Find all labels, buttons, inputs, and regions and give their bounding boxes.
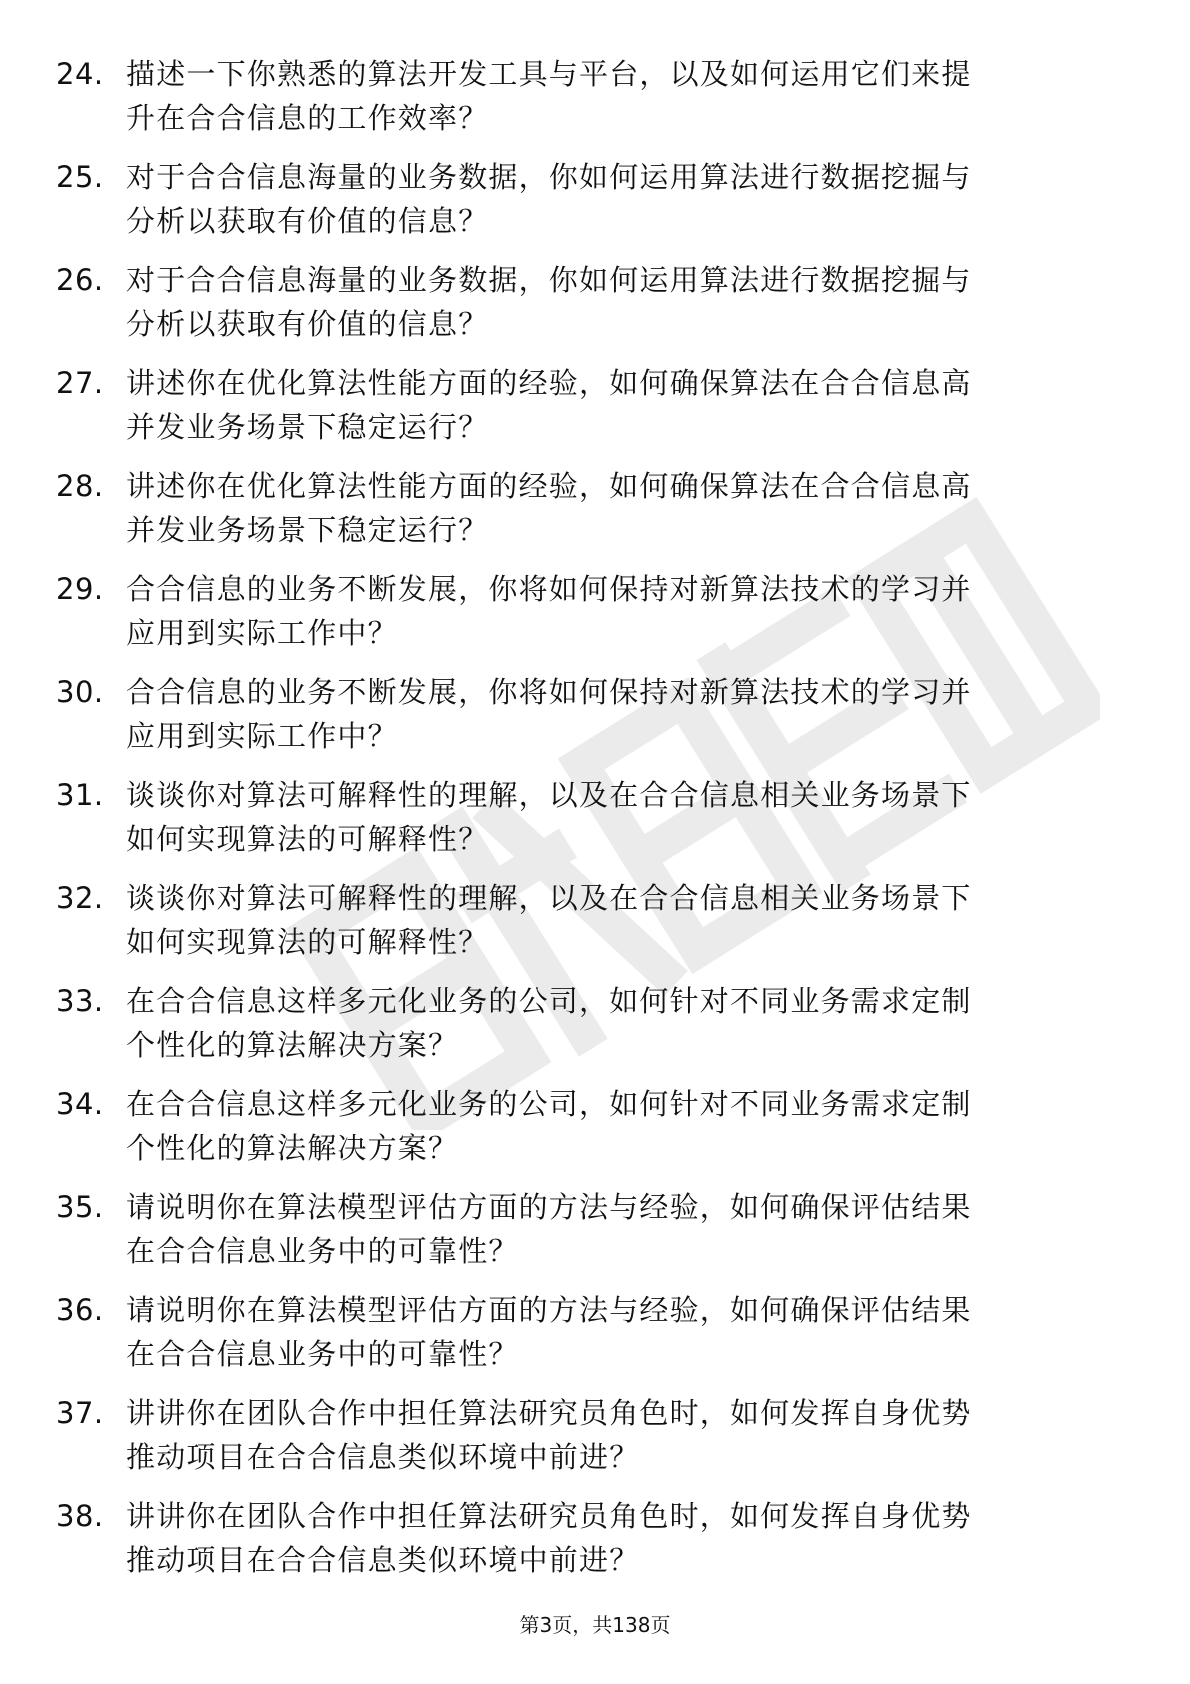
question-text [126, 52, 1126, 140]
question-line-1: 在合合信息这样多元化业务的公司，如何针对不同业务需求定制 [126, 984, 972, 1018]
question-line-2: 并发业务场景下稳定运行？ [126, 410, 489, 444]
question-line-1: 合合信息的业务不断发展，你将如何保持对新算法技术的学习并 [126, 675, 972, 709]
question-line-1: 谈谈你对算法可解释性的理解，以及在合合信息相关业务场景下 [126, 881, 972, 915]
question-item [56, 1082, 1136, 1185]
question-line-1: 讲讲你在团队合作中担任算法研究员角色时，如何发挥自身优势 [126, 1396, 972, 1430]
question-text [126, 670, 1126, 758]
question-line-1: 谈谈你对算法可解释性的理解，以及在合合信息相关业务场景下 [126, 778, 972, 812]
question-text [126, 773, 1126, 861]
question-line-2: 推动项目在合合信息类似环境中前进？ [126, 1440, 640, 1474]
question-line-1: 讲讲你在团队合作中担任算法研究员角色时，如何发挥自身优势 [126, 1499, 972, 1533]
question-item [56, 1288, 1136, 1391]
page-footer [0, 1611, 1190, 1639]
question-list [56, 52, 1136, 1597]
question-line-1: 对于合合信息海量的业务数据，你如何运用算法进行数据挖掘与 [126, 263, 972, 297]
question-line-2: 个性化的算法解决方案？ [126, 1131, 459, 1165]
question-line-1: 合合信息的业务不断发展，你将如何保持对新算法技术的学习并 [126, 572, 972, 606]
question-text [126, 1082, 1126, 1170]
question-text [126, 1391, 1126, 1479]
question-number: 28. [56, 469, 104, 503]
question-text [126, 1288, 1126, 1376]
question-line-2: 应用到实际工作中？ [126, 719, 398, 753]
question-line-2: 在合合信息业务中的可靠性？ [126, 1337, 519, 1371]
question-line-2: 如何实现算法的可解释性？ [126, 822, 489, 856]
question-item [56, 155, 1136, 258]
question-item [56, 979, 1136, 1082]
question-line-2: 应用到实际工作中？ [126, 616, 398, 650]
question-text [126, 361, 1126, 449]
question-number: 24. [56, 57, 104, 91]
question-line-1: 请说明你在算法模型评估方面的方法与经验，如何确保评估结果 [126, 1293, 972, 1327]
question-line-1: 请说明你在算法模型评估方面的方法与经验，如何确保评估结果 [126, 1190, 972, 1224]
question-number: 38. [56, 1499, 104, 1533]
question-line-2: 分析以获取有价值的信息？ [126, 204, 489, 238]
question-text [126, 1494, 1126, 1582]
question-number: 35. [56, 1190, 104, 1224]
question-number: 27. [56, 366, 104, 400]
question-item [56, 876, 1136, 979]
question-item [56, 361, 1136, 464]
question-item [56, 670, 1136, 773]
question-line-2: 个性化的算法解决方案？ [126, 1028, 459, 1062]
question-number: 26. [56, 263, 104, 297]
question-item [56, 1185, 1136, 1288]
question-text [126, 258, 1126, 346]
question-item [56, 258, 1136, 361]
question-item [56, 52, 1136, 155]
question-line-1: 对于合合信息海量的业务数据，你如何运用算法进行数据挖掘与 [126, 160, 972, 194]
question-line-1: 讲述你在优化算法性能方面的经验，如何确保算法在合合信息高 [126, 469, 972, 503]
question-item [56, 1391, 1136, 1494]
question-line-2: 升在合合信息的工作效率？ [126, 101, 489, 135]
question-line-2: 推动项目在合合信息类似环境中前进？ [126, 1543, 640, 1577]
question-item [56, 773, 1136, 876]
question-line-2: 如何实现算法的可解释性？ [126, 925, 489, 959]
question-line-1: 讲述你在优化算法性能方面的经验，如何确保算法在合合信息高 [126, 366, 972, 400]
question-number: 29. [56, 572, 104, 606]
question-line-2: 并发业务场景下稳定运行？ [126, 513, 489, 547]
question-number: 36. [56, 1293, 104, 1327]
question-item [56, 464, 1136, 567]
question-line-2: 分析以获取有价值的信息？ [126, 307, 489, 341]
question-number: 31. [56, 778, 104, 812]
question-item [56, 1494, 1136, 1597]
question-number: 33. [56, 984, 104, 1018]
question-number: 32. [56, 881, 104, 915]
question-number: 34. [56, 1087, 104, 1121]
question-number: 37. [56, 1396, 104, 1430]
question-number: 30. [56, 675, 104, 709]
question-number: 25. [56, 160, 104, 194]
question-line-2: 在合合信息业务中的可靠性？ [126, 1234, 519, 1268]
question-text [126, 155, 1126, 243]
question-text [126, 464, 1126, 552]
question-text [126, 979, 1126, 1067]
question-line-1: 描述一下你熟悉的算法开发工具与平台，以及如何运用它们来提 [126, 57, 972, 91]
question-text [126, 1185, 1126, 1273]
question-text [126, 876, 1126, 964]
question-item [56, 567, 1136, 670]
question-line-1: 在合合信息这样多元化业务的公司，如何针对不同业务需求定制 [126, 1087, 972, 1121]
page-number-label: 第3页，共138页 [519, 1613, 671, 1637]
question-text [126, 567, 1126, 655]
